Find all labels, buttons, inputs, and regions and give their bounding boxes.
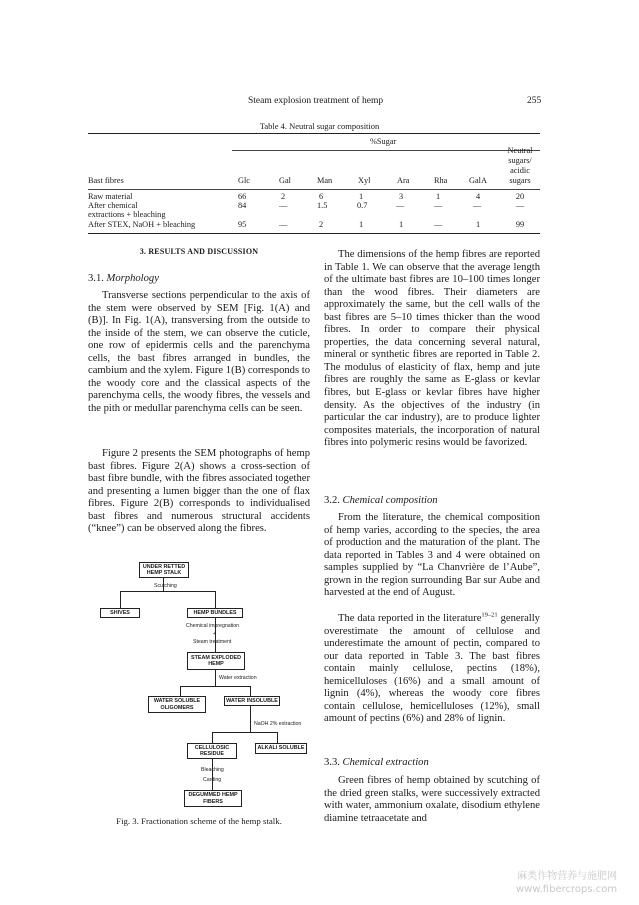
box-label: HEMP BUNDLES [193,609,237,616]
col-header-gala: GalA [469,176,487,185]
paragraph-morphology-1 [88,290,310,415]
col-header-ara: Ara [397,176,410,185]
table-caption: Table 4. Neutral sugar composition [259,121,380,131]
paragraph-morphology-2 [88,448,310,536]
table-group-rule [232,150,540,151]
running-head-title: Steam explosion treatment of hemp [248,96,384,106]
table-cell: 2 [319,220,324,229]
table-cell: 1 [436,192,441,201]
box-alkali-soluble [255,743,307,754]
table-group-header: %Sugar [370,137,397,146]
paragraph-chemical-2 [324,613,540,726]
step-label-steam-treatment: Steam treatment [193,639,232,645]
paragraph-text: From the literature, the chemical composition of hemp varies, according to the species, the area of production and the maturation of the plant. The data reported in Tables 3 and 4 were obtained on samples supplied by “La Chanvrière de l’Aube”, grown in the region surrounding Bar sur Aube and harvested at the end of August. [324,512,540,599]
box-label: WATER SOLUBLE [153,698,201,705]
paragraph-text: Green fibres of hemp obtained by scutching of the dried green stalks, were successively extracted with water, ammonium oxalate, disodium ethylene diamine tetraacetate and [324,775,540,824]
step-label-bleaching: Bleaching [201,767,224,773]
subsection-number: 3.3. [324,757,340,768]
table-cell: 66 [238,192,247,201]
table-row-label: Raw material [88,192,133,201]
table-cell: — [434,220,443,229]
step-label-chemical-impregnation: Chemical impregnation [186,623,240,629]
col-header-glc: Glc [238,176,250,185]
table-cell: 0.7 [357,201,368,210]
paragraph-text: The data reported in the literature [338,613,482,624]
section-heading: 3. RESULTS AND DISCUSSION [139,247,259,256]
table-cell: 3 [399,192,404,201]
connector-line [120,591,215,592]
table-row-label: After STEX, NaOH + bleaching [88,220,196,229]
table-cell: — [279,201,288,210]
box-water-insoluble [224,696,280,706]
table-cell: — [515,201,525,210]
box-label: DEGUMMED HEMP [188,792,238,799]
fractionation-flowchart [100,553,310,808]
table-cell: 1 [399,220,404,229]
col-header-man: Man [317,176,333,185]
subsection-heading-morphology [88,273,310,284]
connector-line [120,591,121,608]
box-label: HEMP STALK [146,570,182,576]
box-label: CELLULOSIC [194,744,230,751]
box-label: RESIDUE [200,751,224,757]
paragraph-extraction [324,775,540,825]
paragraph-chemical-1 [324,512,540,600]
box-label: OLIGOMERS [160,704,194,711]
connector-line [180,686,181,696]
step-label-scutching: Scutching [154,583,177,589]
connector-line [250,686,251,696]
subsection-heading-chemical-extraction [324,757,540,768]
step-label-carding: Carding [203,777,222,783]
table-cell: 20 [515,192,525,201]
col-header-rha: Rha [434,176,448,185]
watermark-line: 麻类作物营养与施肥网 [517,871,618,882]
table-row-label: After chemical [88,201,138,210]
paragraph-text: The dimensions of the hemp fibres are reported in Table 1. We can observe that the average length of the ultimate bast fibres are 10–100 times longer than the wood fibres. Their diameters are approximately the same, but the cell walls of the bast fibres are 5–10 times thicker than the wood fibres. In order to compare their physical properties, the data concerning several natural, mineral or synthetic fibres are reported in Table 2. The modulus of elasticity of flax, hemp and jute fibres are roughly the same as E-glass or kevlar fibres, but E-glass or kevlar fibres have higher density. As the objectives of the industry (in particular the car industry), are to produce lighter composites materials, the incorporation of natural fibres into polymeric resins would be favorized. [324,249,540,449]
box-degummed-hemp-fibers [184,790,242,807]
subsection-number: 3.2. [324,495,340,506]
table-cell: 95 [238,220,247,229]
subsection-title: Chemical composition [342,495,438,506]
watermark-line: www.fibercrops.com [516,884,618,895]
connector-line [180,686,250,687]
col-header-ratio-2: sugars/ [508,156,532,165]
citation-superscript: 19–21 [481,611,498,619]
table-bottom-rule [88,233,540,234]
box-label: ALKALI SOLUBLE [257,745,305,752]
subsection-title: Morphology [106,273,159,284]
table-cell: 1.5 [317,201,328,210]
step-label-naoh-extraction: NaOH 2% extraction [254,721,302,727]
table-cell: 4 [476,192,481,201]
table-cell: 84 [238,201,247,210]
box-label: STEAM EXPLODED [190,654,242,661]
watermark [516,870,617,896]
connector-line [215,670,216,686]
table-cell: 1 [359,220,364,229]
figure-caption: Fig. 3. Fractionation scheme of the hemp stalk. [116,816,282,826]
box-label: HEMP [208,661,224,667]
box-water-soluble-oligomers [148,696,206,713]
table-cell: — [434,201,443,210]
box-label: WATER INSOLUBLE [226,697,278,704]
table-cell: — [473,201,482,210]
subsection-title: Chemical extraction [342,757,429,768]
page-number: 255 [527,96,542,106]
connector-line [212,732,213,743]
table-cell: — [396,201,405,210]
connector-line [250,706,251,732]
table-cell: 2 [281,192,286,201]
table-row-header: Bast fibres [88,176,124,185]
step-label-water-extraction: Water extraction [219,675,257,681]
subsection-number: 3.1. [88,273,104,284]
paragraph-dimensions [324,249,540,450]
paragraph-text: generally overestimate the amount of cellulose and underestimate the amount of pectin, compared to our data reported in Table 3. The bast fibres contain mainly cellulose, pectins (18%), hemicelluloses (16%) and a small amount of lignin (4%), whereas the woody core fibres contain cellulose, hemicelluloses (12%), small amount of pectins (6%) and 28% of lignin. [324,613,540,725]
paragraph-text: Figure 2 presents the SEM photographs of hemp bast fibres. Figure 2(A) shows a cross-section of bast fibre bundle, with the fibres associated together and presenting a lumen bigger than the one of flax fibres. Figure 2(B) corresponds to individualised bast fibres and numerous structural accidents (“knee”) can be observed along the fibres. [88,448,310,535]
table-cell: 6 [319,192,324,201]
box-cellulosic-residue [187,743,237,759]
table-cell: 1 [476,220,481,229]
connector-line [277,732,278,743]
box-steam-exploded-hemp [187,652,245,670]
box-label: UNDER RETTED [142,563,186,570]
col-header-ratio-4: sugars [509,176,531,185]
box-under-retted-hemp-stalk [139,562,189,578]
table-header-rule [88,189,540,190]
box-hemp-bundles [187,608,243,618]
table-top-rule [88,133,540,134]
box-label: SHIVES [110,609,130,616]
col-header-ratio-3: acidic [510,166,530,175]
paragraph-text: Transverse sections perpendicular to the axis of the stem were observed by SEM [Fig. 1(A) and (B)]. In Fig. 1(A), transversing from the outside to the inside of the stem, we can observe the cuticle, one row of epidermis cells and the parenchyma cells, the bast fibres arranged in bundles, the cambium and the xylem. Figure 1(B) corresponds to the woody core and the classical aspects of the parenchyma cells, the woody fibres, the vessels and the pith or medullar parenchyma cells can be seen. [88,290,310,414]
table-cell: 1 [359,192,364,201]
connector-line [212,759,213,790]
connector-line [212,732,277,733]
col-header-xyl: Xyl [358,176,371,185]
subsection-heading-chemical-composition [324,495,540,506]
step-label-plus: + [213,631,217,637]
table-row-label-cont: extractions + bleaching [88,210,166,219]
box-shives [100,608,140,618]
table-cell: — [279,220,288,229]
table-cell: 99 [515,220,525,229]
box-label: FIBERS [203,798,223,805]
connector-line [215,591,216,608]
col-header-gal: Gal [279,176,291,185]
col-header-ratio-1: Neutral [507,146,533,155]
